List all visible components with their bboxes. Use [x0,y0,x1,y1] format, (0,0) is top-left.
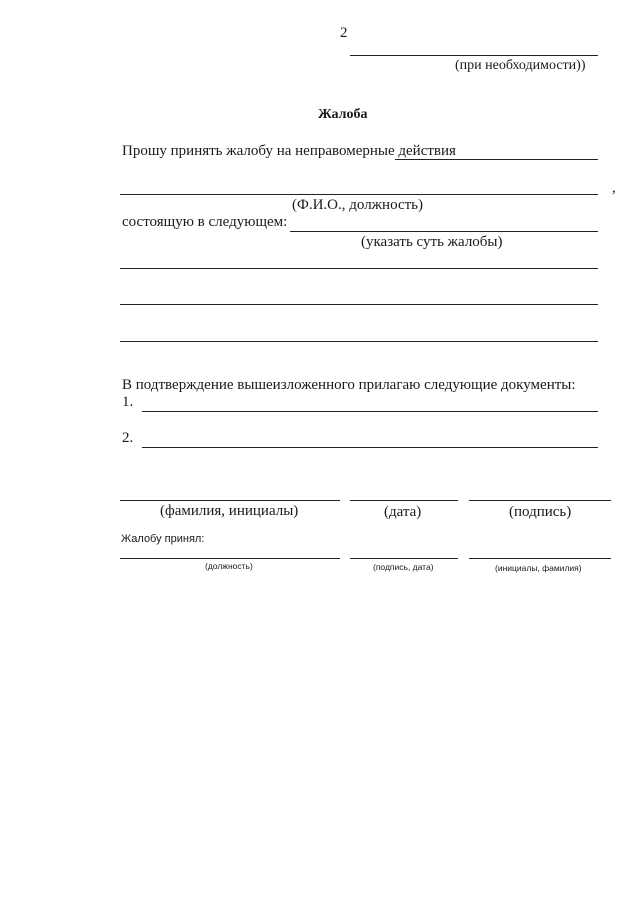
fio-caption: (Ф.И.О., должность) [292,197,423,213]
name-signature-line [120,500,340,501]
name-caption: (фамилия, инициалы) [160,503,299,519]
actions-field-line [395,159,598,160]
essence-caption: (указать суть жалобы) [361,234,503,250]
accepted-label: Жалобу принял: [121,533,205,545]
attachment-line-2 [142,447,598,448]
sign-date-line [350,558,458,559]
position-line [120,558,340,559]
essence-field-line [290,231,598,232]
page-title: Жалоба [318,107,368,122]
attachment-number-2: 2. [122,430,134,446]
trailing-comma: , [612,180,616,196]
signature-line [469,500,611,501]
sign-date-caption: (подпись, дата) [373,562,434,572]
header-field-line [350,55,598,56]
attachments-intro: В подтверждение вышеизложенного прилагаю следующие документы: [122,377,576,393]
date-caption: (дата) [384,504,422,520]
attachment-line-1 [142,411,598,412]
initials-line [469,558,611,559]
position-caption: (должность) [205,561,253,571]
signature-caption: (подпись) [509,504,572,520]
initials-caption: (инициалы, фамилия) [495,563,582,573]
request-line: Прошу принять жалобу на неправомерные действия [122,143,456,159]
complaint-text-line-3 [120,341,598,342]
fio-field-line [120,194,598,195]
attachment-number-1: 1. [122,394,134,410]
date-signature-line [350,500,458,501]
complaint-text-line-2 [120,304,598,305]
complaint-text-line-1 [120,268,598,269]
header-note: (при необходимости)) [455,58,586,73]
page-number: 2 [340,25,348,41]
consisting-label: состоящую в следующем: [122,214,288,230]
